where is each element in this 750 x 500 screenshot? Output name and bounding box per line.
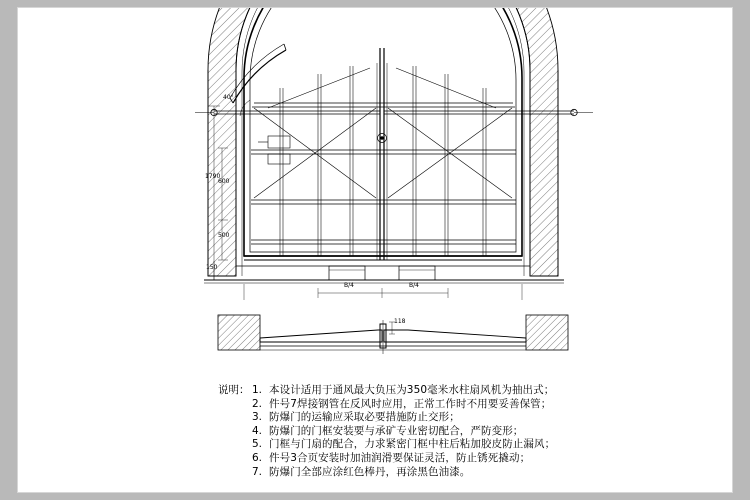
dim-height-500-label: 500 bbox=[218, 232, 230, 239]
note-text: 门框与门扇的配合，力求紧密门框中柱后粘加胶皮防止漏风； bbox=[269, 438, 556, 451]
notes-label: 说明： bbox=[218, 384, 250, 396]
plan-section-view bbox=[218, 315, 568, 354]
diagonal-bracing bbox=[254, 68, 512, 198]
dim-width-left-label: B/4 bbox=[344, 282, 354, 289]
note-number: 4. bbox=[252, 424, 263, 437]
note-item bbox=[218, 452, 688, 466]
note-text: 防爆门全部应涂红色棒丹，再涂黑色油漆。 bbox=[269, 465, 471, 478]
open-leaf-swing bbox=[230, 44, 286, 103]
note-item bbox=[218, 425, 688, 439]
dim-width-right-label: B/4 bbox=[409, 282, 419, 289]
note-text: 件号7焊接钢管在反风时应用，正常工作时不用要妥善保管； bbox=[269, 397, 552, 410]
note-item bbox=[218, 411, 688, 425]
dimension-lines-bottom bbox=[244, 284, 522, 300]
note-text: 本设计适用于通风最大负压为350毫米水柱扇风机为抽出式； bbox=[269, 384, 555, 396]
door-inner-frame bbox=[250, 8, 516, 252]
paper-canvas bbox=[18, 8, 732, 492]
note-text: 件号3合页安装时加油润滑要保证灵活，防止锈死撬动； bbox=[269, 451, 531, 464]
note-item bbox=[218, 438, 688, 452]
dim-thickness-label: 118 bbox=[394, 318, 406, 325]
note-number: 6. bbox=[252, 451, 263, 464]
dim-height-150-label: 150 bbox=[206, 264, 218, 271]
note-number: 7. bbox=[252, 465, 263, 478]
note-item bbox=[218, 398, 688, 412]
note-text: 防爆门的运输应采取必要措施防止交形； bbox=[269, 411, 460, 424]
note-number: 5. bbox=[252, 438, 263, 451]
hinge-marks bbox=[378, 134, 387, 143]
base-plinths bbox=[329, 266, 435, 280]
front-elevation-view bbox=[195, 8, 593, 300]
note-number: 1. bbox=[252, 384, 263, 396]
door-vertical-stiles bbox=[280, 66, 486, 256]
note-item bbox=[218, 466, 688, 480]
dim-angle-label: 40° bbox=[223, 94, 234, 101]
note-text: 防爆门的门框安装要与承矿专业密切配合，严防变形； bbox=[269, 424, 524, 437]
dim-height-600-label: 600 bbox=[218, 178, 230, 185]
dim-height-1790-label: 1790 bbox=[205, 173, 221, 180]
door-outer-frame bbox=[244, 8, 522, 256]
note-number: 2. bbox=[252, 397, 263, 410]
note-item bbox=[218, 384, 688, 398]
note-number: 3. bbox=[252, 411, 263, 424]
notes-block bbox=[218, 384, 688, 479]
